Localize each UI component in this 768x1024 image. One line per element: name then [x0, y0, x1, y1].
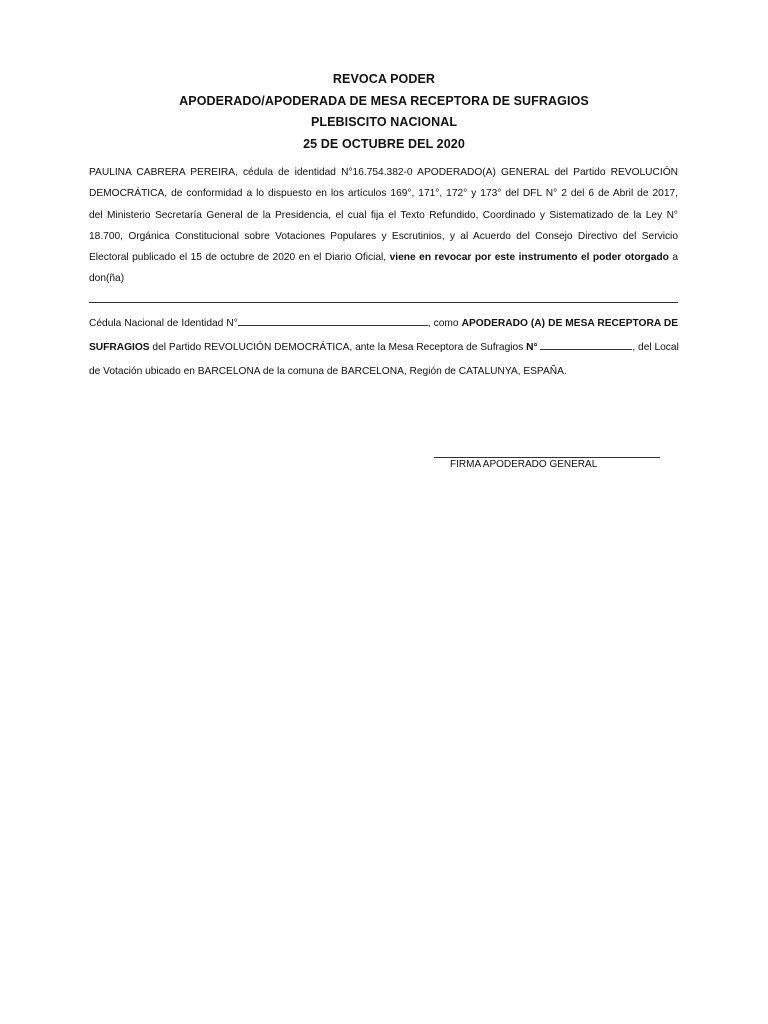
signature-label: FIRMA APODERADO GENERAL: [450, 459, 598, 470]
revocation-statement: viene en revocar por este instrumento el poder otorgado: [389, 252, 669, 264]
paragraph-line: [89, 312, 678, 336]
paragraph-text: Electoral publicado el 15 de octubre de 2020 en el Diario Oficial,: [89, 252, 390, 264]
paragraph-line: del Ministerio Secretaría General de la Presidencia, el cual fija el Texto Refundido, Coordinado y Sistematizado de la Ley N°: [89, 209, 678, 221]
revocation-paragraph: [89, 162, 678, 290]
paragraph-text: del Partido REVOLUCIÓN DEMOCRÁTICA, ante la Mesa Receptora de Sufragios: [149, 342, 527, 353]
document-header: [0, 69, 768, 155]
paragraph-line: de Votación ubicado en BARCELONA de la comuna de BARCELONA, Región de CATALUNYA, ESPAÑA.: [89, 366, 567, 377]
paragraph-text: , como: [427, 318, 462, 329]
paragraph-line: PAULINA CABRERA PEREIRA, cédula de identidad N°16.754.382-0 APODERADO(A) GENERAL del Partido REVOLUCIÓN: [89, 167, 678, 178]
election-date: 25 DE OCTUBRE DEL 2020: [303, 136, 465, 151]
mandate-paragraph: [89, 312, 678, 384]
id-number-blank[interactable]: [238, 315, 428, 326]
table-number-blank[interactable]: [540, 339, 632, 350]
name-blank-line[interactable]: [89, 302, 678, 303]
paragraph-text: , del Local: [632, 342, 679, 353]
paragraph-line: DEMOCRÁTICA, de conformidad a lo dispuesto en los artículos 169°, 171°, 172° y 173° del DFL N° 2 del 6 de Abril de 2017,: [89, 188, 678, 200]
paragraph-text: a: [668, 252, 678, 264]
signature-line[interactable]: [434, 457, 660, 458]
paragraph-line: [89, 336, 678, 360]
paragraph-text: Cédula Nacional de Identidad N°: [89, 318, 238, 329]
role-title: APODERADO (A) DE MESA RECEPTORA DE: [461, 318, 678, 329]
document-title: REVOCA PODER: [332, 72, 436, 86]
table-number-label: N°: [526, 342, 538, 353]
paragraph-line: 18.700, Orgánica Constitucional sobre Votaciones Populares y Escrutinios, y al Acuerdo del Consejo Directivo del Servicio: [89, 230, 678, 242]
document-subtitle: APODERADO/APODERADA DE MESA RECEPTORA DE SUFRAGIOS: [179, 93, 589, 108]
paragraph-line: [89, 247, 678, 268]
paragraph-line: don(ña): [89, 273, 125, 285]
role-title: SUFRAGIOS: [89, 342, 150, 353]
election-name: PLEBISCITO NACIONAL: [310, 115, 458, 129]
